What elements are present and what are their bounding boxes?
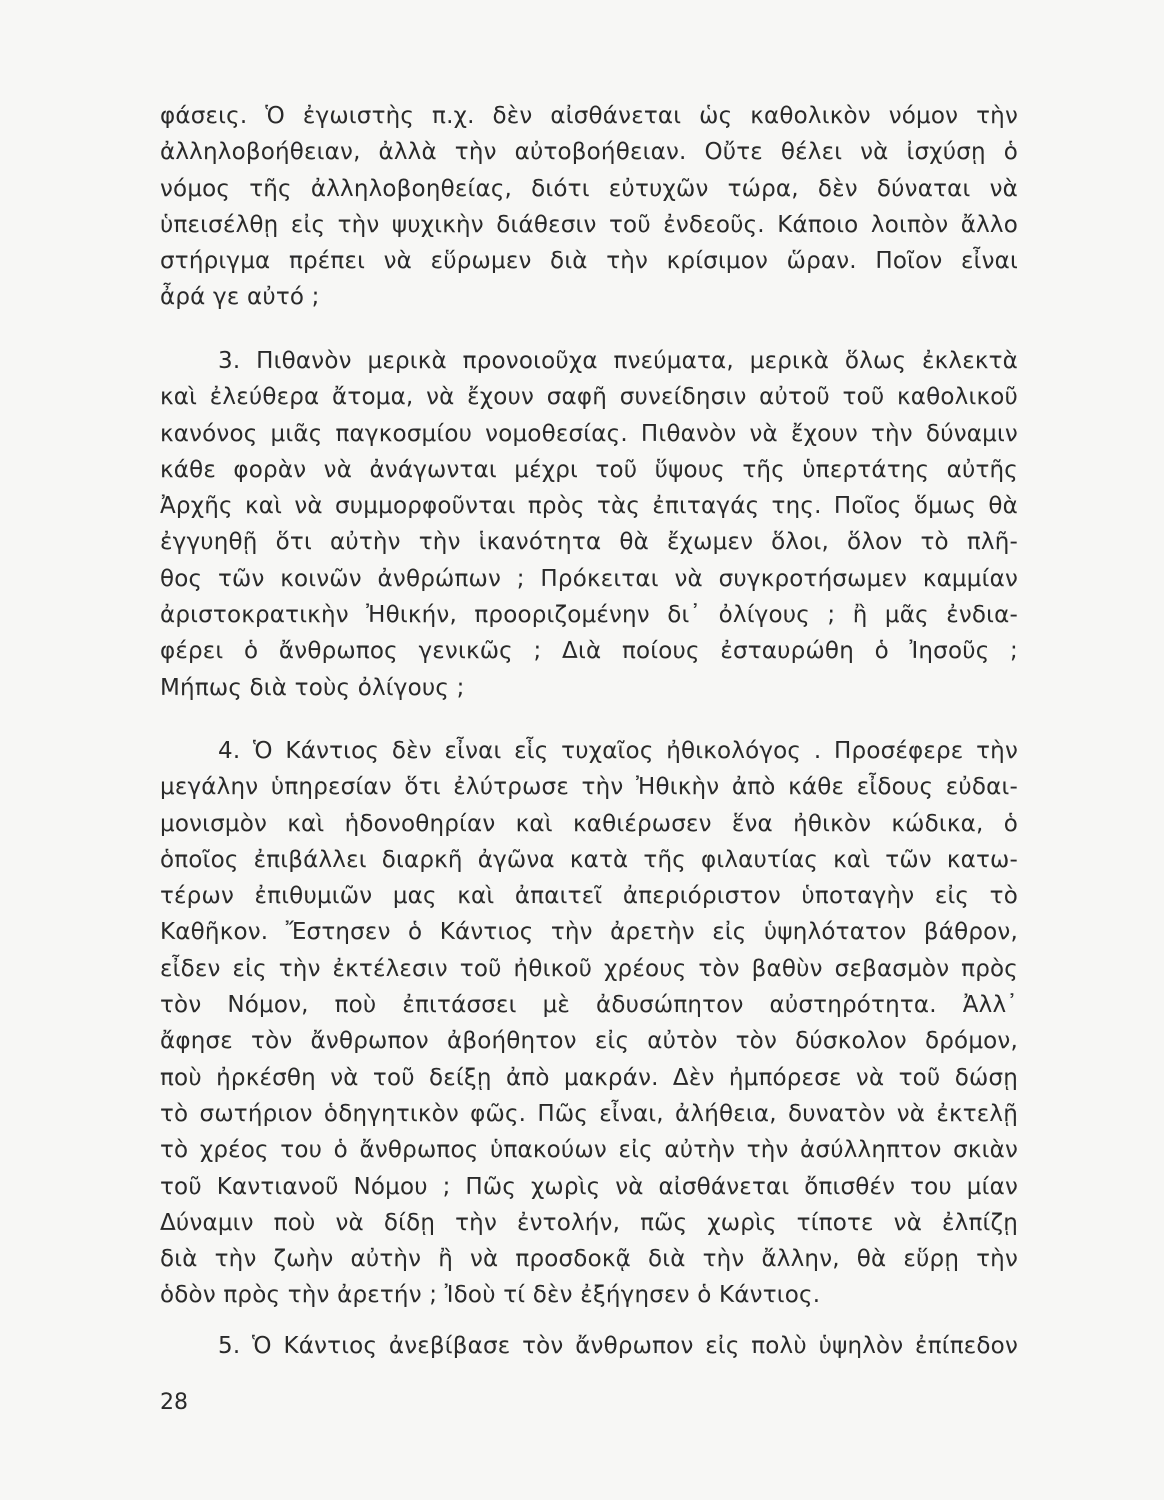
text-line: Μήπως διὰ τοὺς ὀλίγους ; — [160, 674, 465, 701]
text-line: μονισμὸν καὶ ἡδονοθηρίαν καὶ καθιέρωσεν ἕνα ἠθικὸν κώδικα, ὁ — [160, 810, 1018, 837]
paragraph-3 — [160, 343, 1018, 706]
text-line: φάσεις. Ὁ ἐγωιστὴς π.χ. δὲν αἰσθάνεται ὡς καθολικὸν νόμον τὴν — [160, 103, 1018, 129]
text-line: ἐγγυηθῇ ὅτι αὐτὴν τὴν ἱκανότητα θὰ ἔχωμεν ὅλοι, ὅλον τὸ πλῆ- — [160, 529, 1018, 556]
text-line: καὶ ἐλεύθερα ἄτομα, νὰ ἔχουν σαφῆ συνείδησιν αὐτοῦ τοῦ καθολικοῦ — [160, 384, 1018, 411]
text-line: εἶδεν εἰς τὴν ἐκτέλεσιν τοῦ ἠθικοῦ χρέους τὸν βαθὺν σεβασμὸν πρὸς — [160, 955, 1018, 982]
text-line: θος τῶν κοινῶν ἀνθρώπων ; Πρόκειται νὰ συγκροτήσωμεν καμμίαν — [160, 565, 1018, 592]
text-line: μεγάλην ὑπηρεσίαν ὅτι ἐλύτρωσε τὴν Ἠθικὴν ἀπὸ κάθε εἶδους εὐδαι- — [160, 774, 1018, 801]
text-line: νόμος τῆς ἀλληλοβοηθείας, διότι εὐτυχῶν τώρα, δὲν δύναται νὰ — [160, 175, 1018, 202]
text-line: 5. Ὁ Κάντιος ἀνεβίβασε τὸν ἄνθρωπον εἰς πολὺ ὑψηλὸν ἐπίπεδον — [218, 1333, 1018, 1359]
text-line: Ἀρχῆς καὶ νὰ συμμορφοῦνται πρὸς τὰς ἐπιταγάς της. Ποῖος ὅμως θὰ — [160, 493, 1018, 520]
text-line: ἀλληλοβοήθειαν, ἀλλὰ τὴν αὐτοβοήθειαν. Οὔτε θέλει νὰ ἰσχύσῃ ὁ — [160, 139, 1018, 166]
text-line: κάθε φορὰν νὰ ἀνάγωνται μέχρι τοῦ ὕψους τῆς ὑπερτάτης αὐτῆς — [160, 456, 1018, 483]
paragraph-continuation — [160, 98, 1018, 316]
text-line: κανόνος μιᾶς παγκοσμίου νομοθεσίας. Πιθανὸν νὰ ἔχουν τὴν δύναμιν — [160, 420, 1018, 447]
text-line: τὸ χρέος του ὁ ἄνθρωπος ὑπακούων εἰς αὐτὴν τὴν ἀσύλληπτον σκιὰν — [160, 1137, 1018, 1164]
text-line: τοῦ Καντιανοῦ Νόμου ; Πῶς χωρὶς νὰ αἰσθάνεται ὄπισθέν του μίαν — [160, 1173, 1018, 1200]
text-line: ὑπεισέλθῃ εἰς τὴν ψυχικὴν διάθεσιν τοῦ ἐνδεοῦς. Κάποιο λοιπὸν ἄλλο — [160, 211, 1018, 238]
text-line: τὸν Νόμον, ποὺ ἐπιτάσσει μὲ ἀδυσώπητον αὐστηρότητα. Ἀλλ᾿ — [160, 992, 1018, 1019]
text-line: τέρων ἐπιθυμιῶν μας καὶ ἀπαιτεῖ ἀπεριόριστον ὑποταγὴν εἰς τὸ — [160, 883, 1018, 910]
text-line: τὸ σωτήριον ὁδηγητικὸν φῶς. Πῶς εἶναι, ἀλήθεια, δυνατὸν νὰ ἐκτελῇ — [160, 1100, 1018, 1127]
text-line: Καθῆκον. Ἔστησεν ὁ Κάντιος τὴν ἀρετὴν εἰς ὑψηλότατον βάθρον, — [160, 919, 1018, 946]
text-line: 3. Πιθανὸν μερικὰ προνοιοῦχα πνεύματα, μερικὰ ὅλως ἐκλεκτὰ — [218, 348, 1018, 374]
text-line: ἆρά γε αὐτό ; — [160, 284, 320, 311]
text-line: ἀριστοκρατικὴν Ἠθικήν, προοριζομένην δι᾿ ὀλίγους ; ἢ μᾶς ἐνδια- — [160, 602, 1018, 629]
text-line: 4. Ὁ Κάντιος δὲν εἶναι εἷς τυχαῖος ἠθικολόγος . Προσέφερε τὴν — [218, 738, 1018, 764]
text-line: διὰ τὴν ζωὴν αὐτὴν ἢ νὰ προσδοκᾷ διὰ τὴν ἄλλην, θὰ εὕρῃ τὴν — [160, 1246, 1018, 1273]
text-line: Δύναμιν ποὺ νὰ δίδῃ τὴν ἐντολήν, πῶς χωρὶς τίποτε νὰ ἐλπίζῃ — [160, 1209, 1018, 1236]
text-line: ὁποῖος ἐπιβάλλει διαρκῆ ἀγῶνα κατὰ τῆς φιλαυτίας καὶ τῶν κατω- — [160, 846, 1018, 873]
page-number: 28 — [160, 1390, 188, 1415]
text-line: φέρει ὁ ἄνθρωπος γενικῶς ; Διὰ ποίους ἐσταυρώθη ὁ Ἰησοῦς ; — [160, 638, 1018, 665]
text-line: ἄφησε τὸν ἄνθρωπον ἀβοήθητον εἰς αὐτὸν τὸν δύσκολον δρόμον, — [160, 1028, 1018, 1055]
paragraph-5 — [160, 1328, 1018, 1364]
text-line: ποὺ ἠρκέσθη νὰ τοῦ δείξῃ ἀπὸ μακράν. Δὲν ἠμπόρεσε νὰ τοῦ δώσῃ — [160, 1064, 1018, 1091]
text-line: ὁδὸν πρὸς τὴν ἀρετήν ; Ἰδοὺ τί δὲν ἐξήγησεν ὁ Κάντιος. — [160, 1282, 821, 1309]
text-line: στήριγμα πρέπει νὰ εὕρωμεν διὰ τὴν κρίσιμον ὥραν. Ποῖον εἶναι — [160, 248, 1018, 275]
paragraph-4 — [160, 733, 1018, 1314]
